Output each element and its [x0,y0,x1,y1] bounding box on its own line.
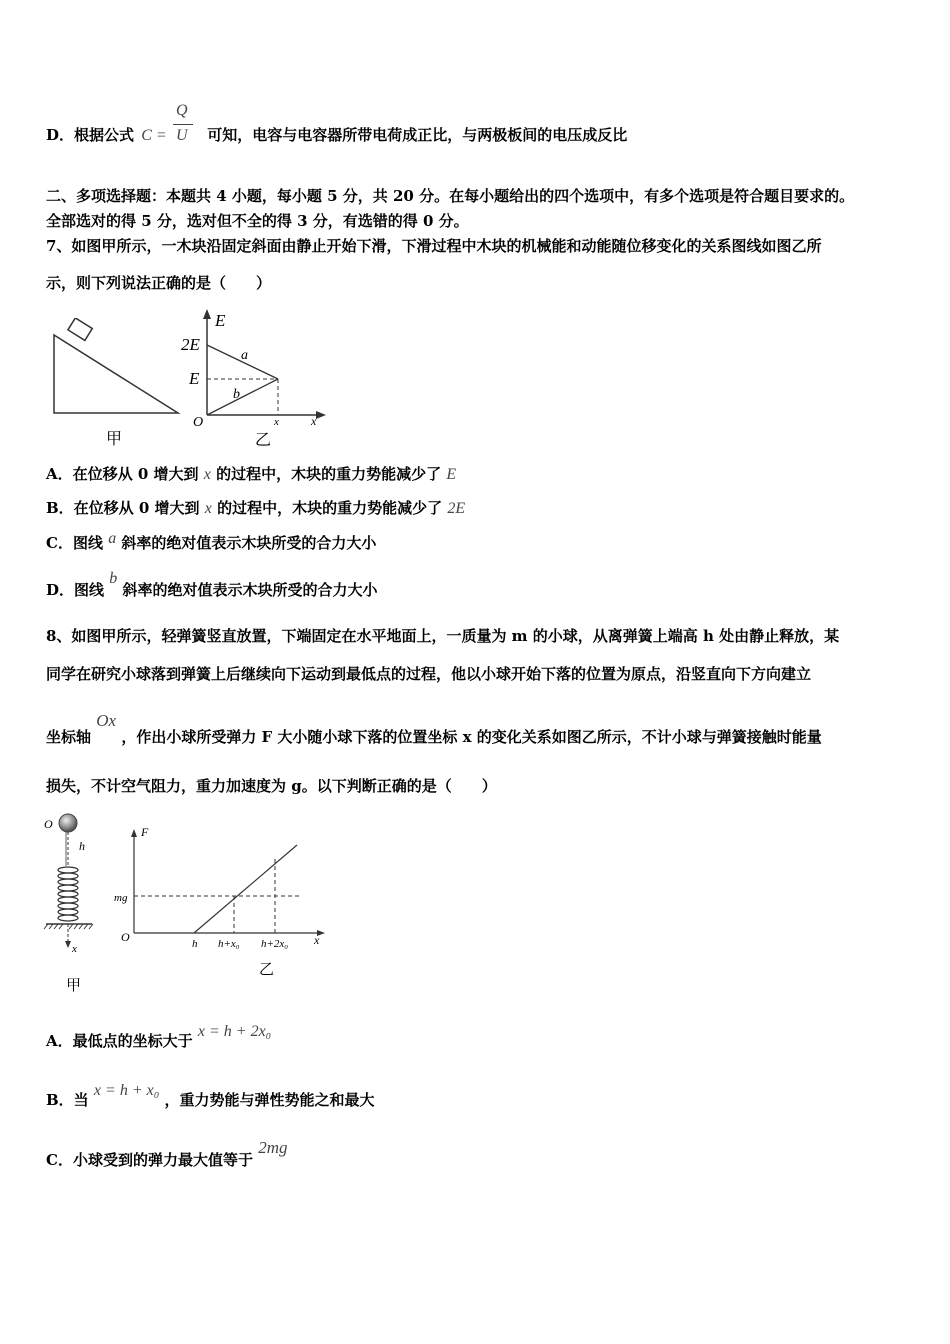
yi-origin-label: O [121,930,130,944]
axis-label-x: x [311,414,317,428]
q7d-text: D．图线 [46,581,105,599]
yi-tick-hx0: h+x₀ [218,938,240,950]
graph-line-b [207,379,278,415]
q8-option-b [46,1082,375,1111]
q7-stem-line1: 7、如图甲所示，一木块沿固定斜面由静止开始下滑，下滑过程中木块的机械能和动能随位移变化的关系图线如图乙所 [46,237,822,255]
origin-label: O [193,415,204,430]
q8-stem-line4: 损失，不计空气阻力，重力加速度为 g。以下判断正确的是（ ） [46,777,497,795]
q7-option-c [46,530,377,554]
q8-stem-line2: 同学在研究小球落到弹簧上后继续向下运动到最低点的过程，他以小球开始下落的位置为原点，沿竖直向下方向建立 [46,665,812,683]
q7d-var: b [109,570,118,587]
q8-stem-line3-a: 坐标轴 [46,728,92,746]
q6d-formula-lhs: C = [141,127,167,144]
section2-line2: 全部选对的得 5 分，选对但不全的得 3 分，有选错的得 0 分。 [46,212,469,230]
q8-option-c [46,1138,288,1170]
ball [59,814,77,832]
q7-figure-jia [50,318,185,448]
jia-origin-label: O [44,817,53,831]
tick-label-E: E [189,369,200,388]
fraction-bar [173,124,193,125]
q7c-text2: 斜率的绝对值表示木块所受的合力大小 [121,534,377,552]
force-line [194,845,297,933]
q8-figure-jia [42,808,102,998]
q6d-prefix: D．根据公式 [46,126,135,144]
q8b-text: B．当 [46,1091,89,1109]
q7c-text: C．图线 [46,534,103,552]
q7-figure-yi [178,305,328,455]
q6-option-d [46,125,627,146]
q8-figure-yi [114,822,334,987]
q7c-var: a [108,530,117,547]
q8c-text: C．小球受到的弹力最大值等于 [46,1151,253,1169]
incline-triangle [54,335,178,413]
yi-mg-label: mg [114,892,128,904]
q7-option-a [46,464,456,485]
q8-yi-caption: 乙 [259,962,275,978]
q7a-var: x [203,466,211,483]
block [68,318,92,340]
q8-option-a [46,1023,272,1052]
yi-tick-h2x0: h+2x₀ [261,938,289,950]
q7a-math: E [446,466,457,483]
spring [58,867,78,921]
q7b-math: 2E [447,500,466,517]
q6d-fraction-denominator: U [176,127,188,144]
q7b-text: B．在位移从 0 增大到 [46,499,200,517]
q8a-text: A．最低点的坐标大于 [46,1032,193,1050]
q8b-math: x = h + x₀ [93,1082,160,1099]
q7b-text2: 的过程中，木块的重力势能减少了 [217,499,443,517]
q7a-text: A．在位移从 0 增大到 [46,465,199,483]
q8c-math: 2mg [258,1138,288,1157]
q7b-var: x [204,500,212,517]
q7-jia-caption: 甲 [106,431,123,448]
yi-x-label: x [314,933,320,947]
section2-line1: 二、多项选择题：本题共 4 小题，每小题 5 分，共 20 分。在每小题给出的四个选项中，有多个选项是符合题目要求的。 [46,187,855,205]
q7-option-b [46,498,465,519]
q7d-text2: 斜率的绝对值表示木块所受的合力大小 [122,581,378,599]
jia-x-label: x [72,943,77,955]
q8-stem-line3-math: Ox [96,711,117,730]
jia-h-label: h [79,839,85,853]
tick-label-x: x [274,416,279,428]
tick-label-2E: 2E [181,335,200,354]
q8-stem-line1: 8、如图甲所示，轻弹簧竖直放置，下端固定在水平地面上，一质量为 m 的小球，从离弹簧上端高 h 处由静止释放，某 [46,627,840,645]
q6d-fraction-numerator: Q [176,102,188,119]
q8b-text2: ，重力势能与弹性势能之和最大 [164,1091,375,1109]
q8-jia-caption: 甲 [66,978,82,994]
q8-stem-line3 [46,711,822,747]
q8a-math: x = h + 2x₀ [197,1023,272,1040]
q7-yi-caption: 乙 [255,432,272,449]
q7-option-d [46,570,378,601]
yi-tick-h: h [192,938,198,950]
q8-stem-line3-b: ，作出小球所受弹力 F 大小随小球下落的位置坐标 x 的变化关系如图乙所示，不计小球与弹簧接触时能量 [121,728,822,746]
q6d-suffix: 可知，电容与电容器所带电荷成正比，与两极板间的电压成反比 [207,126,628,144]
q7-stem-line2: 示，则下列说法正确的是（ ） [46,274,272,292]
q7a-text2: 的过程中，木块的重力势能减少了 [216,465,442,483]
yi-F-label: F [141,825,149,839]
line-label-a: a [241,348,248,363]
line-label-b: b [233,387,240,402]
axis-label-E: E [215,311,226,330]
